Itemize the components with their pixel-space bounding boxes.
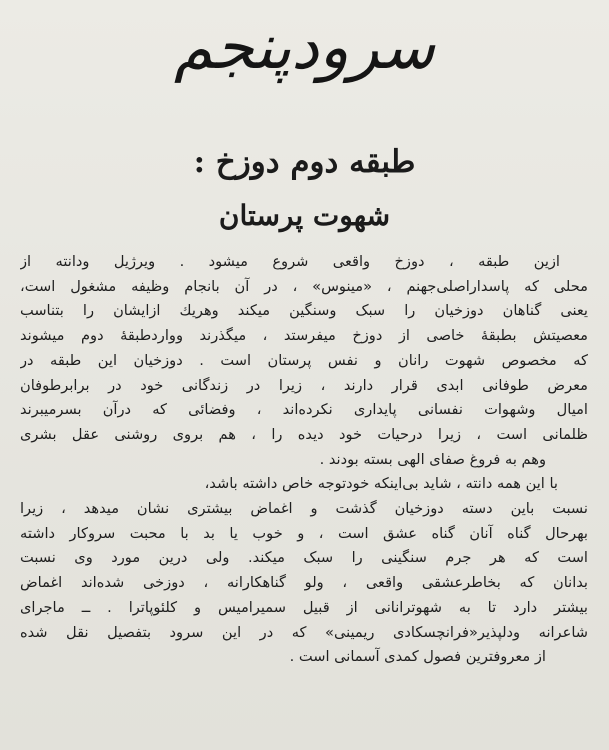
text-line: وهم به فروغ صفای الهی بسته بودند .	[319, 450, 546, 468]
text-line: از معروفترین فصول کمدی آسمانی است .	[289, 648, 546, 666]
text-line: شاعرانه ودلپذیر«فرانچسکادی ریمینی» که در این سرود بتفصیل نقل شده	[20, 623, 588, 641]
paragraph-1	[20, 250, 588, 472]
text-line: است که هر جرم سنگینی را سبک میکند. ولی درین مورد وی نسبت	[20, 549, 588, 567]
text-line: بیشتر دارد تا به شهوترانانی از قبیل سمیرامیس و کلئوپاترا . ــ ماجرای	[20, 598, 588, 616]
text-line: معرض طوفانی ابدی قرار دارند ، زیرا در زندگانی خود در برابرطوفان	[20, 376, 588, 394]
text-line: محلی که پاسداراصلی‌جهنم ، «مینوس» ، در آن بانجام وظیفه مشغول است،	[20, 277, 588, 295]
text-line: بدانان که بخاطرعشقی واقعی ، ولو گناهکارانه ، دوزخی شده‌اند اغماض	[20, 574, 588, 592]
text-line: ازین طبقه ، دوزخ واقعی شروع میشود . ویرژیل ودانته از	[20, 253, 560, 270]
paragraph-2	[20, 472, 588, 497]
text-line: معصیتش بطبقهٔ خاصی از دوزخ میفرستد ، میگذرند وواردطبقهٔ دوم میشوند	[20, 327, 588, 345]
section-subtitle: طبقه دوم دوزخ :	[193, 144, 416, 180]
canto-title: سرودپنجم	[174, 10, 435, 83]
text-line: نسبت باین دسته دوزخیان گذشت و اغماض بیشتری نشان میدهد ، زیرا	[20, 500, 588, 518]
text-line: ظلمانی است ، زیرا درحیات خود دیده را ، هم بروی روشنی عقل بشری	[20, 425, 588, 443]
text-line: یعنی گناهان دوزخیان را سبک وسنگین میکند وهریك ازایشان را بتناسب	[20, 302, 588, 320]
text-line: که مخصوص شهوت رانان و نفس پرستان است . دوزخیان این طبقه در	[20, 351, 588, 369]
paragraph-3	[20, 497, 588, 670]
text-line: با این همه دانته ، شاید بی‌اینکه خودتوجه خاص داشته باشد،	[204, 475, 558, 493]
text-line: امیال وشهوات نفسانی پایداری نکرده‌اند ، وفضائی که درآن بسرمیبرند	[20, 401, 588, 419]
body-text	[20, 250, 588, 670]
section-heading: شهوت پرستان	[218, 199, 391, 232]
text-line: بهرحال گناه آنان گناه عشق است ، و خوب یا بد با محبت سروکار داشته	[20, 524, 588, 542]
